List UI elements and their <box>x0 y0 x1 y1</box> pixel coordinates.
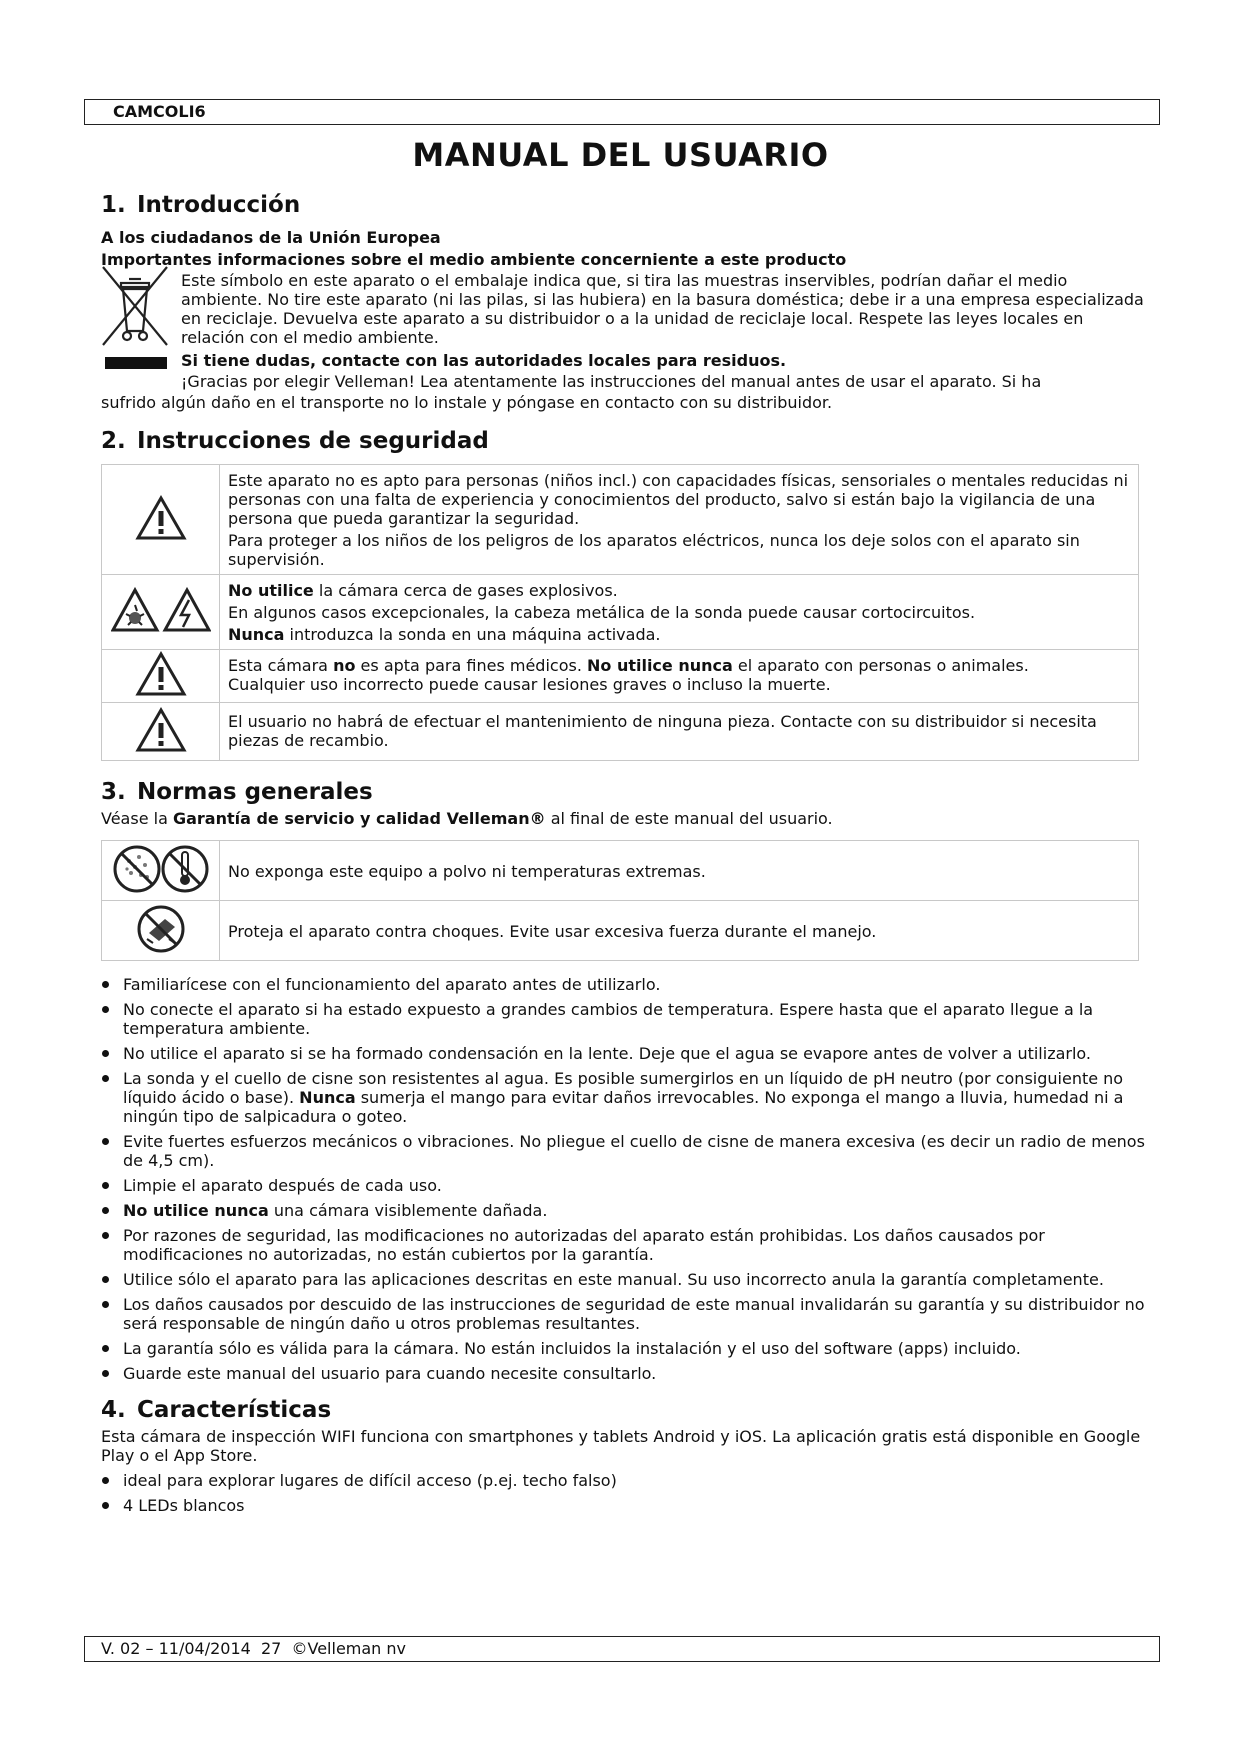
safety-row <box>102 703 1139 761</box>
norms-text-cell <box>220 841 1139 901</box>
safety-icon-cell <box>102 703 220 761</box>
thanks-line-cont: sufrido algún daño en el transporte no lo instale y póngase en contacto con su distribuidor. <box>101 393 833 412</box>
list-item: La garantía sólo es válida para la cámara. No están incluidos la instalación y el uso del software (apps) incluido. <box>101 1339 1146 1358</box>
weee-paragraph: Este símbolo en este aparato o el embalaje indica que, si tira las muestras inservibles, podrían dañar el medio ambiente. No tire este aparato (ni las pilas, si las hubiera) en la basura doméstica; debe ir a una empresa especializada en reciclaje. Devuelva este aparato a su distribuidor o a la unidad de reciclaje local. Respete las leyes locales en relación con el medio ambiente. <box>181 271 1144 347</box>
list-item: La sonda y el cuello de cisne son resistentes al agua. Es posible sumergirlos en un líquido de pH neutro (por consiguiente no líquido ácido o base). Nunca sumerja el mango para evitar daños irrevocables. No exponga el mango a lluvia, humedad ni a ningún tipo de salpicadura o goteo. <box>101 1069 1146 1126</box>
footer-box <box>84 1636 1160 1662</box>
safety-row <box>102 465 1139 575</box>
list-item: Limpie el aparato después de cada uso. <box>101 1176 1146 1195</box>
norms-icon-cell <box>102 901 220 961</box>
page-title: MANUAL DEL USUARIO <box>412 136 829 174</box>
safety-row3-line1: Esta cámara no es apta para fines médicos. No utilice nunca el aparato con personas o animales. <box>228 656 1029 675</box>
warning-triangle-icon <box>135 495 187 541</box>
intro-block <box>101 228 1146 412</box>
list-item: 4 LEDs blancos <box>101 1496 1146 1515</box>
contact-authorities: Si tiene dudas, contacte con las autoridades locales para residuos. <box>181 351 787 370</box>
norms-row1-text: No exponga este equipo a polvo ni temperaturas extremas. <box>228 861 706 881</box>
list-item: Evite fuertes esfuerzos mecánicos o vibraciones. No pliegue el cuello de cisne de manera excesiva (es decir un radio de menos de 4,5 cm). <box>101 1132 1146 1170</box>
no-shock-icon <box>135 903 187 955</box>
content <box>101 190 1146 1521</box>
safety-row <box>102 575 1139 650</box>
features-intro: Esta cámara de inspección WIFI funciona con smartphones y tablets Android y iOS. La aplicación gratis está disponible en Google Play o el App Store. <box>101 1427 1141 1465</box>
safety-text-cell <box>220 650 1139 703</box>
safety-row2-line3: Nunca introduzca la sonda en una máquina activada. <box>228 625 661 644</box>
safety-row3-line2: Cualquier uso incorrecto puede causar lesiones graves o incluso la muerte. <box>228 675 831 694</box>
safety-row4-text: El usuario no habrá de efectuar el mantenimiento de ninguna pieza. Contacte con su distribuidor si necesita piezas de recambio. <box>228 712 1097 750</box>
safety-icon-cell <box>102 465 220 575</box>
safety-row1-text-b: Para proteger a los niños de los peligros de los aparatos eléctricos, nunca los deje solos con el aparato sin supervisión. <box>228 531 1080 569</box>
warranty-reference: Véase la Garantía de servicio y calidad Velleman® al final de este manual del usuario. <box>101 809 833 828</box>
list-item: No conecte el aparato si ha estado expuesto a grandes cambios de temperatura. Espere hasta que el aparato llegue a la temperatura ambiente. <box>101 1000 1146 1038</box>
safety-row2-line2: En algunos casos excepcionales, la cabeza metálica de la sonda puede causar cortocircuitos. <box>228 603 976 622</box>
safety-text-cell <box>220 465 1139 575</box>
model-code: CAMCOLI6 <box>113 102 206 121</box>
list-item: Utilice sólo el aparato para las aplicaciones descritas en este manual. Su uso incorrecto anula la garantía completamente. <box>101 1270 1146 1289</box>
safety-icon-cell <box>102 575 220 650</box>
list-item: No utilice nunca una cámara visiblemente dañada. <box>101 1201 1146 1220</box>
section-2-heading: 2. Instrucciones de seguridad <box>101 428 489 454</box>
norms-text-cell <box>220 901 1139 961</box>
environment-subtitle: Importantes informaciones sobre el medio ambiente concerniente a este producto <box>101 250 847 269</box>
list-item: No utilice el aparato si se ha formado condensación en la lente. Deje que el agua se evapore antes de volver a utilizarlo. <box>101 1044 1146 1063</box>
safety-text-cell <box>220 703 1139 761</box>
safety-row1-text-a: Este aparato no es apto para personas (niños incl.) con capacidades físicas, sensoriales o mentales reducidas ni personas con una falta de experiencia y conocimientos del producto, salvo si están bajo la vigilancia de una persona que pueda garantizar la seguridad. <box>228 471 1129 528</box>
list-item: Familiarícese con el funcionamiento del aparato antes de utilizarlo. <box>101 975 1146 994</box>
section-3-heading: 3. Normas generales <box>101 779 373 805</box>
warning-triangle-icon <box>135 651 187 697</box>
safety-table <box>101 464 1139 761</box>
features-list <box>101 1471 1146 1515</box>
list-item: Guarde este manual del usuario para cuando necesite consultarlo. <box>101 1364 1146 1383</box>
list-item: ideal para explorar lugares de difícil acceso (p.ej. techo falso) <box>101 1471 1146 1490</box>
safety-icon-cell <box>102 650 220 703</box>
no-dust-no-temperature-icon <box>113 843 209 895</box>
norms-row <box>102 901 1139 961</box>
safety-row <box>102 650 1139 703</box>
warning-triangle-icon <box>135 707 187 753</box>
general-norms-table <box>101 840 1139 961</box>
norms-icon-cell <box>102 841 220 901</box>
norms-row2-text: Proteja el aparato contra choques. Evite usar excesiva fuerza durante el manejo. <box>228 921 877 941</box>
general-norms-list <box>101 975 1146 1383</box>
intro-text <box>101 271 1146 391</box>
list-item: Por razones de seguridad, las modificaciones no autorizadas del aparato están prohibidas. Los daños causados por modificaciones no autorizadas, no están cubiertos por la garantía. <box>101 1226 1146 1264</box>
explosive-electric-hazard-icon <box>111 587 211 633</box>
header-model-box <box>84 99 1160 125</box>
safety-text-cell <box>220 575 1139 650</box>
thanks-line: ¡Gracias por elegir Velleman! Lea atentamente las instrucciones del manual antes de usar el aparato. Si ha <box>181 372 1042 391</box>
list-item: Los daños causados por descuido de las instrucciones de seguridad de este manual invalidarán su garantía y su distribuidor no será responsable de ningún daño u otros problemas resultantes. <box>101 1295 1146 1333</box>
section-4-heading: 4. Características <box>101 1397 332 1423</box>
norms-row <box>102 841 1139 901</box>
section-1-heading: 1. Introducción <box>101 192 301 218</box>
weee-bin-icon <box>101 261 173 377</box>
eu-citizens-subtitle: A los ciudadanos de la Unión Europea <box>101 228 441 247</box>
footer-text: V. 02 – 11/04/2014 27 ©Velleman nv <box>101 1639 407 1658</box>
safety-row2-line1: No utilice la cámara cerca de gases explosivos. <box>228 581 618 600</box>
